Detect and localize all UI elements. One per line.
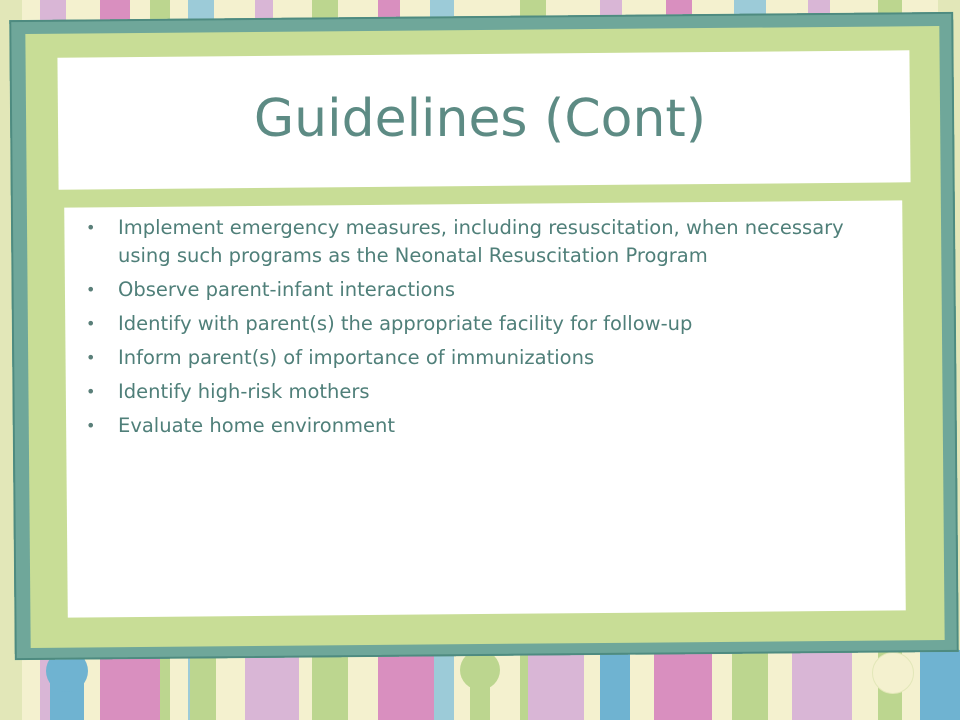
pin-decoration	[318, 650, 348, 720]
bullet-text: Identify high-risk mothers	[118, 380, 370, 403]
list-item	[80, 344, 880, 372]
pin-decoration	[528, 650, 584, 720]
bullet-text: Implement emergency measures, including resuscitation, when necessary using such programs as the Neonatal Resuscitation Program	[118, 216, 844, 267]
pin-decoration	[732, 650, 768, 720]
bullet-icon: •	[86, 218, 96, 237]
pin-decoration	[470, 680, 490, 720]
bullet-icon: •	[86, 416, 96, 435]
list-item	[80, 310, 880, 338]
list-item	[80, 214, 880, 270]
pin-decoration	[378, 650, 434, 720]
pin-decoration	[100, 650, 160, 720]
bullet-icon: •	[86, 382, 96, 401]
bullet-list	[80, 214, 880, 446]
bullet-text: Observe parent-infant interactions	[118, 278, 456, 301]
pin-decoration	[792, 650, 852, 720]
pin-decoration	[920, 650, 960, 720]
pin-decoration	[190, 650, 216, 720]
bullet-icon: •	[86, 280, 96, 299]
list-item	[80, 378, 880, 406]
slide-title: Guidelines (Cont)	[253, 89, 707, 149]
bullet-text: Evaluate home environment	[118, 414, 396, 437]
list-item	[80, 412, 880, 440]
pin-decoration	[600, 650, 630, 720]
bullet-icon: •	[86, 348, 96, 367]
pin-decoration	[654, 650, 712, 720]
bullet-icon: •	[86, 314, 96, 333]
bullet-text: Identify with parent(s) the appropriate facility for follow-up	[118, 312, 693, 335]
bullet-text: Inform parent(s) of importance of immunizations	[118, 346, 595, 369]
list-item	[80, 276, 880, 304]
pin-decoration	[872, 652, 914, 694]
pin-decoration	[245, 650, 299, 720]
